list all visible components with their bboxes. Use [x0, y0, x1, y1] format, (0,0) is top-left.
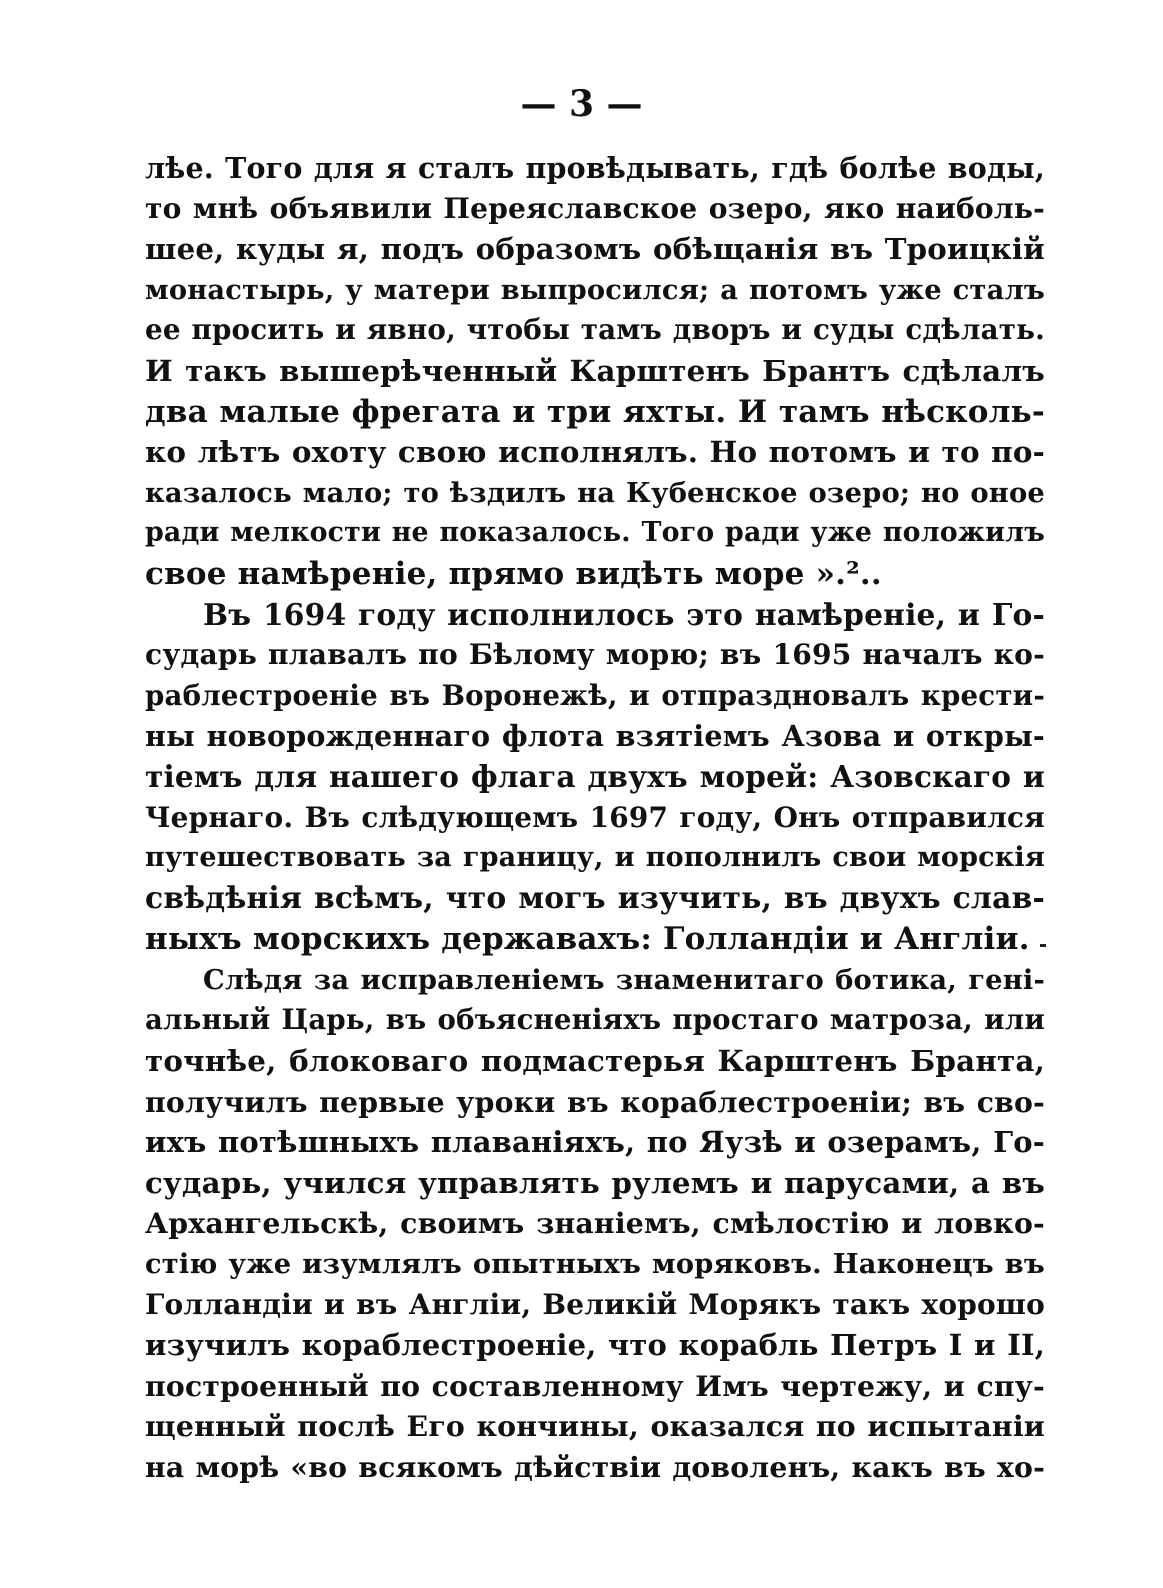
text-line: свое намѣреніе, прямо видѣть море ».²..: [145, 555, 882, 592]
text-line: Голландіи и въ Англіи, Великій Морякъ такъ хорошо: [145, 1287, 1045, 1321]
text-line: альный Царь, въ объясненіяхъ простаго матроза, или: [145, 1004, 1045, 1037]
text-line: получилъ первые уроки въ кораблестроеніи; въ сво-: [145, 1084, 1045, 1119]
text-line: монастырь, у матери выпросился; а потомъ уже сталъ: [145, 273, 1045, 306]
text-line: сударь плавалъ по Бѣлому морю; въ 1695 началъ ко-: [145, 638, 1045, 672]
text-line: точнѣе, блоковаго подмастерья Карштенъ Бранта,: [145, 1043, 1045, 1079]
text-line: изучилъ кораблестроеніе, что корабль Петръ I и II,: [145, 1328, 1045, 1363]
text-line: лѣе. Того для я сталъ провѣдывать, гдѣ болѣе воды,: [145, 151, 1045, 185]
text-line: путешествовать за границу, и пополнилъ свои морскія: [145, 842, 1045, 874]
text-line: Архангельскѣ, своимъ знаніемъ, смѣлостію и ловко-: [145, 1206, 1045, 1241]
text-line: И такъ вышерѣченный Карштенъ Брантъ сдѣлалъ: [145, 352, 1045, 388]
text-line: ныхъ морскихъ державахъ: Голландіи и Англіи.: [145, 921, 1030, 958]
text-line: стію уже изумлялъ опытныхъ моряковъ. Наконецъ въ: [145, 1248, 1045, 1281]
text-line: свѣдѣнія всѣмъ, что могъ изучить, въ двухъ слав-: [145, 880, 1045, 916]
text-line: два малые фрегата и три яхты. И тамъ нѣсколь-: [145, 393, 1045, 430]
text-line: казалось мало; то ѣздилъ на Кубенское озеро; но оное: [145, 476, 1045, 509]
text-line: то мнѣ объявили Переяславское озеро, яко наиболь-: [145, 191, 1045, 225]
text-line: сударь, учился управлять рулемъ и парусами, а въ: [145, 1165, 1045, 1200]
text-line: ради мелкости не показалось. Того ради уже положилъ: [145, 517, 1045, 549]
page-number: — 3 —: [520, 83, 643, 125]
text-line: раблестроеніе въ Воронежѣ, и отпраздновалъ крести-: [145, 678, 1045, 712]
text-line: ее просить и явно, чтобы тамъ дворъ и суды сдѣлать.: [145, 313, 1045, 347]
text-line: Чернаго. Въ слѣдующемъ 1697 году, Онъ отправился: [145, 800, 1045, 834]
body-text: [145, 148, 1045, 1488]
text-line: щенный послѣ Его кончины, оказался по испытаніи: [145, 1409, 1045, 1444]
ink-speck: [1040, 944, 1046, 947]
text-line: ихъ потѣшныхъ плаваніяхъ, по Яузѣ и озерамъ, Го-: [145, 1125, 1045, 1160]
text-line: шее, куды я, подъ образомъ обѣщанія въ Троицкій: [145, 232, 1045, 267]
text-line: Въ 1694 году исполнилось это намѣреніе, и Го-: [203, 596, 1045, 632]
text-line: построенный по составленному Имъ чертежу, и спу-: [145, 1368, 1045, 1403]
text-line: Слѣдя за исправленіемъ знаменитаго ботика, гені-: [203, 963, 1045, 996]
text-line: тіемъ для нашего флага двухъ морей: Азовскаго и: [145, 758, 1045, 794]
text-line: ко лѣтъ охоту свою исполнялъ. Но потомъ и то по-: [145, 434, 1045, 470]
text-line: на морѣ «во всякомъ дѣйствіи доволенъ, какъ въ хо-: [145, 1450, 1045, 1484]
text-line: ны новорожденнаго флота взятіемъ Азова и откры-: [145, 719, 1045, 754]
